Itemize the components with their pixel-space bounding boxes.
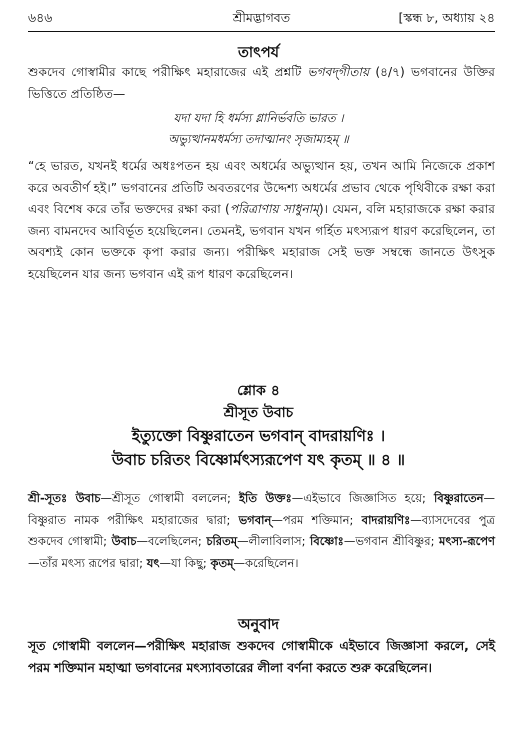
- wm-term: ইতি উক্তঃ: [239, 491, 292, 505]
- wm-term: যৎ: [146, 555, 160, 570]
- running-header: [28, 10, 495, 30]
- purport-body: [28, 156, 495, 285]
- verse-number: শ্লোক ৪: [237, 383, 280, 399]
- purport-body-text-cont: )। যেমন, বলি মহারাজকে রক্ষা করার জন্য বামনদেব আবির্ভূত হয়েছিলেন। তেমনই, ভগবান যখন গর্হিত মৎস্যরূপ ধারণ করেছিলেন, তা অবশ্যই কোন ভক্তকে কৃপা করার জন্য। পরীক্ষিৎ মহারাজ সেই ভক্ত সম্বন্ধে জানতে উৎসুক হয়েছিলেন যার জন্য ভগবান এই রূপ ধারণ করেছিলেন।: [28, 202, 495, 281]
- wm-meaning: —ব্যাসদেবের পুত্র শুকদেব গোস্বামী;: [28, 512, 495, 548]
- wm-term: বিষ্ণোঃ: [310, 534, 344, 548]
- word-meaning-3: [239, 513, 362, 527]
- word-meaning-1: [239, 491, 434, 505]
- purport-body-text: “হে ভারত, যখনই ধর্মের অধঃপতন হয় এবং অধর্মের অভ্যুত্থান হয়, তখন আমি নিজেকে প্রকাশ করে অবতীর্ণ হই।” ভগবানের প্রতিটি অবতরণের উদ্দেশ্য অধর্মের প্রভাব থেকে পৃথিবীকে রক্ষা করা এবং বিশেষ করে তাঁর ভক্তদের রক্ষা করা (: [28, 159, 495, 216]
- wm-meaning: —ভগবান শ্রীবিষ্ণুর;: [343, 534, 439, 548]
- translation-heading: অনুবাদ: [237, 617, 280, 633]
- wm-meaning: —বলেছিলেন;: [136, 534, 207, 548]
- purport-intro-source: ভগবদ্‌গীতায়: [307, 65, 370, 79]
- wm-meaning: —তাঁর মৎস্য রূপের দ্বারা;: [28, 555, 147, 570]
- wm-meaning: —এইভাবে জিজ্ঞাসিত হয়ে;: [291, 491, 435, 505]
- wm-term: কৃতম্‌: [210, 555, 234, 570]
- header-rule: [28, 31, 495, 32]
- word-meanings: [28, 488, 495, 574]
- word-meaning-10: [210, 556, 298, 570]
- wm-meaning: —শ্রীসূত গোস্বামী বললেন;: [100, 491, 240, 505]
- quoted-verse-line-2: অভ্যুত্থানমধর্মস্য তদাত্মানং সৃজাম্যহম্‌ ॥: [168, 132, 349, 146]
- wm-term: শ্রী-সূতঃ উবাচ: [28, 491, 101, 505]
- word-meaning-7: [310, 534, 439, 548]
- word-meaning-5: [112, 534, 207, 548]
- purport-heading: তাৎপর্য: [237, 45, 280, 61]
- quoted-verse-line-1: যদা যদা হি ধর্মস্য গ্লানির্ভবতি ভারত ।: [173, 111, 344, 125]
- sanskrit-verse-line-1: ইত্যুক্তো বিষ্ণুরাতেন ভগবান্‌ বাদরায়ণিঃ ।: [131, 427, 386, 445]
- wm-term: উবাচ: [111, 534, 137, 548]
- verse-speaker: শ্রীসূত উবাচ: [223, 405, 294, 421]
- wm-term: ভগবান্‌: [238, 512, 272, 527]
- wm-meaning: —করেছিলেন।: [233, 555, 299, 570]
- wm-meaning: —লীলাবিলাস;: [237, 534, 311, 548]
- wm-meaning: —পরম শক্তিমান;: [271, 512, 362, 527]
- purport-intro-text: শুকদেব গোস্বামীর কাছে পরীক্ষিৎ মহারাজের এই প্রশ্নটি: [28, 65, 308, 79]
- wm-meaning: —যা কিছু;: [159, 555, 211, 570]
- word-meaning-6: [206, 534, 310, 548]
- chapter-reference: [স্কন্ধ ৮, অধ্যায় ২৪: [398, 10, 495, 25]
- wm-meaning: —বিষ্ণুরাত নামক পরীক্ষিৎ মহারাজের দ্বারা;: [28, 491, 495, 527]
- wm-term: মৎস্য-রূপেণ: [439, 534, 495, 548]
- page-number: ৬৪৬: [28, 10, 53, 25]
- wm-term: বিষ্ণুরাতেন: [434, 491, 484, 505]
- wm-term: বাদরায়ণিঃ: [361, 512, 411, 527]
- word-meaning-9: [147, 556, 211, 570]
- purport-body-quote: পরিত্রাণায় সাধুনাম্‌: [229, 202, 319, 216]
- book-title: শ্রীমদ্ভাগবত: [232, 10, 291, 25]
- word-meaning-0: [28, 491, 239, 505]
- translation-text: সূত গোস্বামী বললেন—পরীক্ষিৎ মহারাজ শুকদেব গোস্বামীকে এইভাবে জিজ্ঞাসা করলে, সেই পরম শক্তিমান মহাত্মা ভগবানের মৎস্যাবতারের লীলা বর্ণনা করতে শুরু করেছিলেন।: [28, 639, 495, 675]
- purport-intro-text-cont: (৪/৭) ভগবানের উক্তির ভিত্তিতে প্রতিষ্ঠিত—: [28, 65, 495, 101]
- purport-intro: [28, 62, 495, 105]
- sanskrit-verse-line-2: উবাচ চরিতং বিষ্ণোর্মৎস্যরূপেণ যৎ কৃতম্‌ ॥ ৪ ॥: [111, 451, 406, 469]
- wm-term: চরিতম্‌: [206, 534, 238, 548]
